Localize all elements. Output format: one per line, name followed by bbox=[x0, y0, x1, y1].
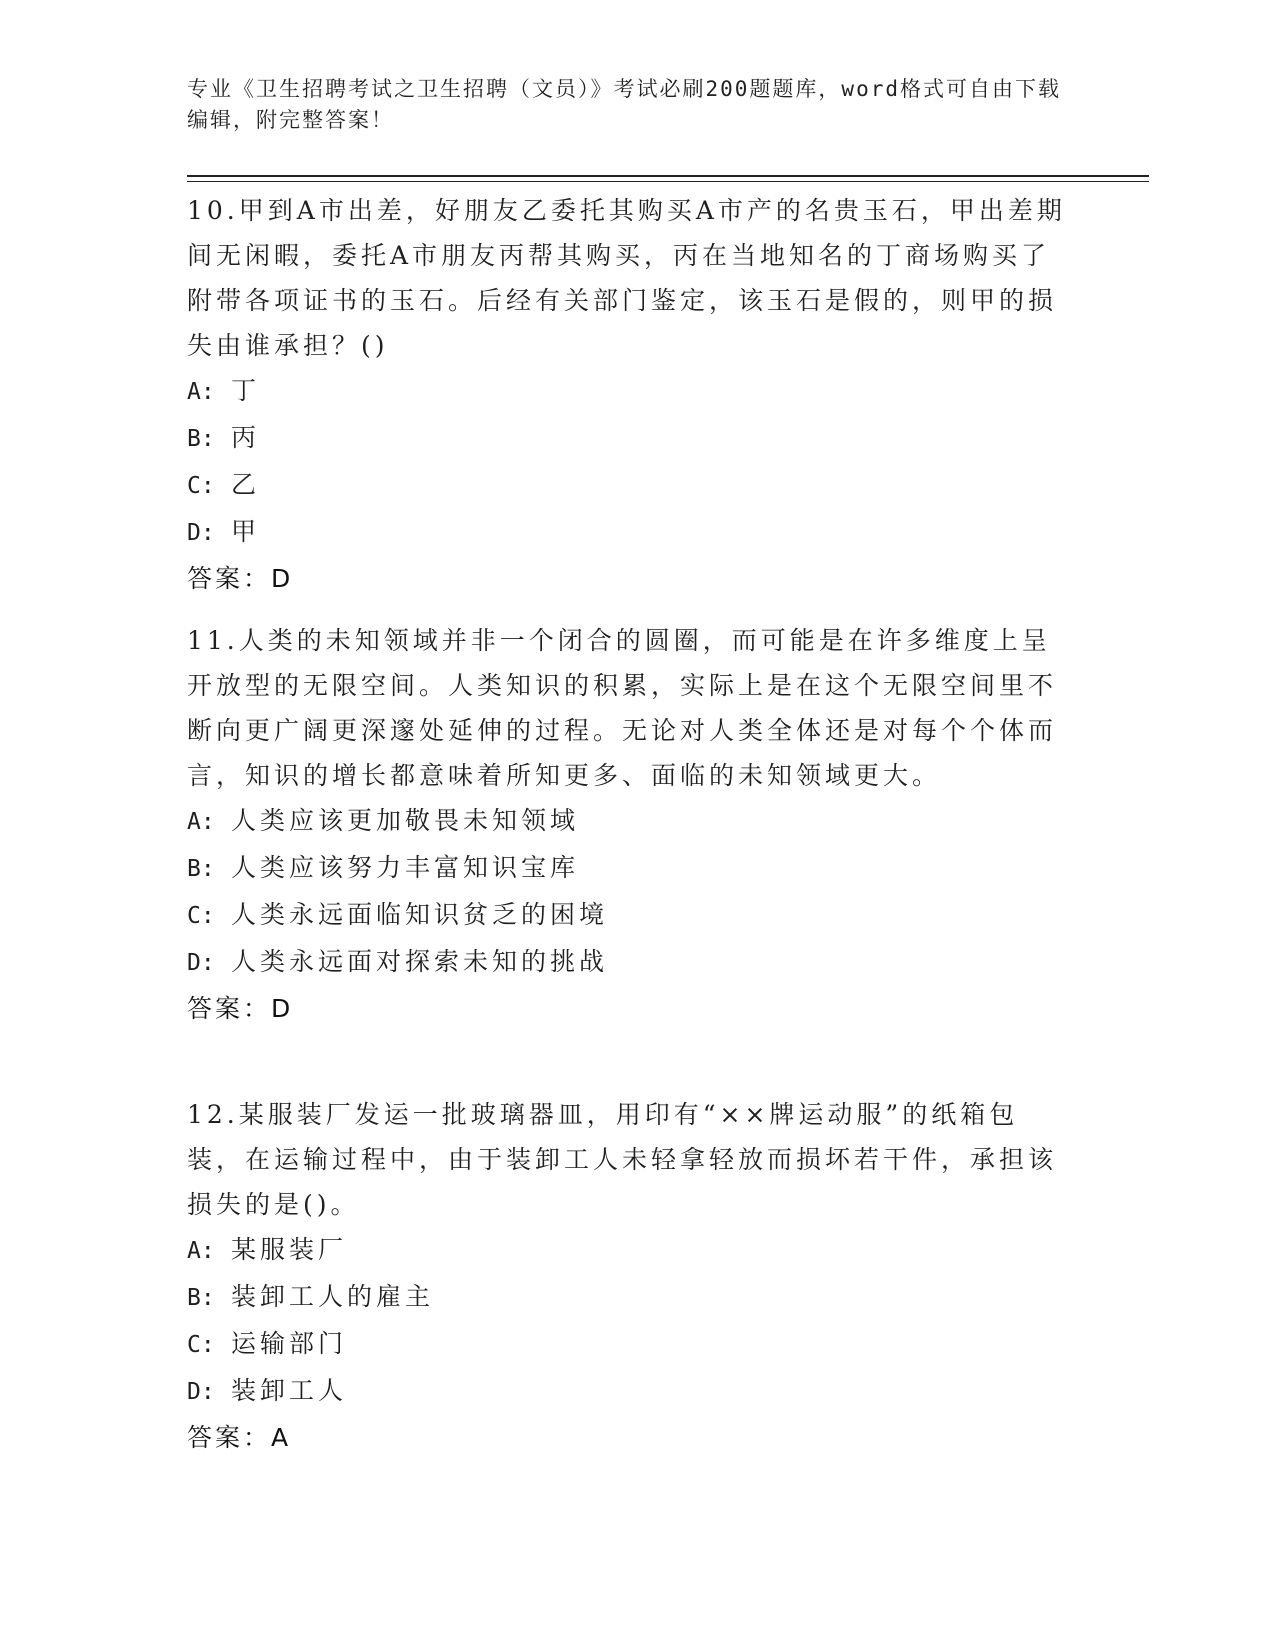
question-text: 11.人类的未知领域并非一个闭合的圆圈，而可能是在许多维度上呈开放型的无限空间。人类知识的积累，实际上是在这个无限空间里不断向更广阔更深邃处延伸的过程。无论对人类全体还是对每个个体而言，知识的增长都意味着所知更多、面临的未知领域更大。 bbox=[187, 626, 1058, 790]
option-d bbox=[187, 509, 1067, 556]
option-text: 人类永远面临知识贫乏的困境 bbox=[231, 900, 609, 929]
option-letter: A: bbox=[187, 1238, 215, 1264]
option-a bbox=[187, 1227, 1067, 1274]
option-letter: C: bbox=[187, 473, 215, 499]
option-text: 人类应该更加敬畏未知领域 bbox=[231, 806, 580, 835]
question-text: 12.某服装厂发运一批玻璃器皿，用印有“××牌运动服”的纸箱包装，在运输过程中，由于装卸工人未轻拿轻放而损坏若干件，承担该损失的是()。 bbox=[187, 1100, 1058, 1219]
header-divider-thick bbox=[187, 175, 1149, 177]
option-c bbox=[187, 462, 1067, 509]
option-b bbox=[187, 415, 1067, 462]
option-letter: B: bbox=[187, 426, 215, 452]
option-a bbox=[187, 798, 1067, 845]
option-letter: C: bbox=[187, 903, 215, 929]
document-header: 专业《卫生招聘考试之卫生招聘（文员）》考试必刷200题题库，word格式可自由下载编辑，附完整答案！ bbox=[187, 77, 1061, 132]
option-letter: A: bbox=[187, 809, 215, 835]
option-text: 丁 bbox=[231, 376, 261, 405]
option-text: 丙 bbox=[231, 423, 261, 452]
option-text: 运输部门 bbox=[231, 1329, 348, 1358]
question-11 bbox=[187, 618, 1067, 1031]
option-d bbox=[187, 1368, 1067, 1415]
answer: 答案：D bbox=[187, 994, 294, 1023]
option-letter: D: bbox=[187, 520, 215, 546]
option-text: 人类永远面对探索未知的挑战 bbox=[231, 947, 609, 976]
option-letter: B: bbox=[187, 856, 215, 882]
option-letter: C: bbox=[187, 1332, 215, 1358]
option-text: 乙 bbox=[231, 470, 261, 499]
question-12 bbox=[187, 1092, 1067, 1460]
option-text: 甲 bbox=[231, 517, 261, 546]
question-10 bbox=[187, 188, 1067, 601]
answer: 答案：A bbox=[187, 1423, 292, 1452]
option-d bbox=[187, 939, 1067, 986]
question-text: 10.甲到A市出差，好朋友乙委托其购买A市产的名贵玉石，甲出差期间无闲暇，委托A市朋友丙帮其购买，丙在当地知名的丁商场购买了附带各项证书的玉石。后经有关部门鉴定，该玉石是假的，则甲的损失由谁承担？() bbox=[187, 196, 1066, 360]
answer: 答案：D bbox=[187, 564, 294, 593]
option-text: 某服装厂 bbox=[231, 1235, 348, 1264]
option-letter: D: bbox=[187, 1379, 215, 1405]
option-letter: B: bbox=[187, 1285, 215, 1311]
option-text: 装卸工人的雇主 bbox=[231, 1282, 435, 1311]
option-a bbox=[187, 368, 1067, 415]
option-b bbox=[187, 1274, 1067, 1321]
option-letter: A: bbox=[187, 379, 215, 405]
option-b bbox=[187, 845, 1067, 892]
header-divider-thin bbox=[187, 181, 1149, 182]
option-letter: D: bbox=[187, 950, 215, 976]
option-c bbox=[187, 892, 1067, 939]
option-text: 人类应该努力丰富知识宝库 bbox=[231, 853, 580, 882]
option-c bbox=[187, 1321, 1067, 1368]
option-text: 装卸工人 bbox=[231, 1376, 348, 1405]
